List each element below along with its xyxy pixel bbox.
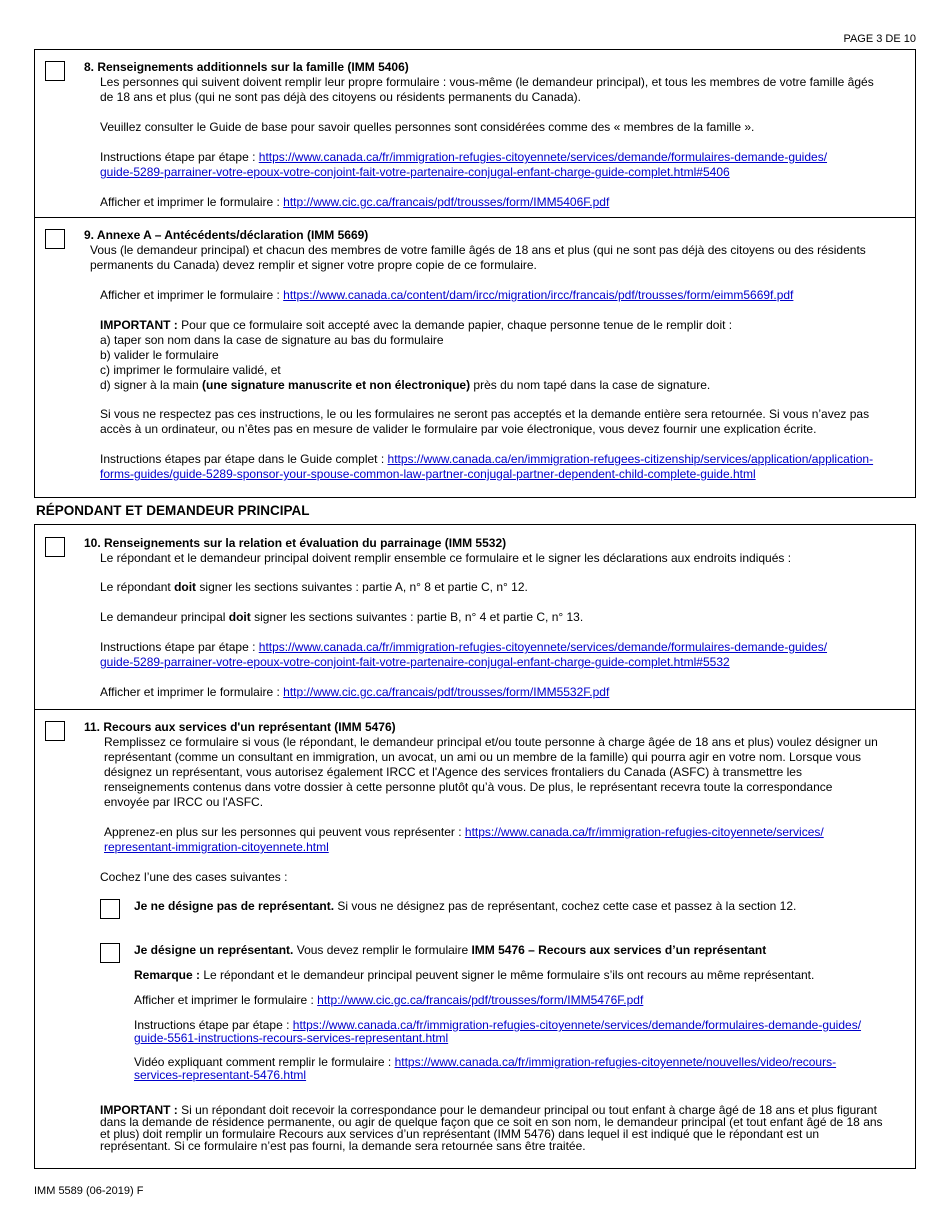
item-9-instructions — [100, 452, 873, 467]
item-11-desc-line4: renseignements contenus dans votre dossier à cette personne plutôt qu’à vous. De plus, le représentant recevra toute la correspondance — [104, 780, 833, 794]
item-10-sponsor-bold: doit — [174, 580, 197, 594]
item-11-learn-more-cont — [104, 840, 329, 855]
item-9-step-d-post: près du nom tapé dans la case de signature. — [470, 378, 711, 392]
item-11-print — [134, 993, 643, 1008]
representative-form-name: IMM 5476 – Recours aux services d’un représentant — [471, 943, 767, 957]
item-10-applicant-bold: doit — [228, 610, 251, 624]
item-9-step-d — [100, 378, 710, 393]
no-representative-option — [134, 899, 796, 914]
item-11-desc-line3: désignez un représentant, vous autorisez également IRCC et l'Agence des services frontaliers du Canada (ASFC) à transmettre les — [104, 765, 802, 779]
item-8-print-link[interactable]: http://www.cic.gc.ca/francais/pdf/trousses/form/IMM5406F.pdf — [283, 195, 610, 209]
item-8-instructions — [100, 150, 827, 165]
item-10-instructions-label: Instructions étape par étape : — [100, 640, 259, 654]
section-header: RÉPONDANT ET DEMANDEUR PRINCIPAL — [36, 503, 310, 518]
item-8-checkbox[interactable] — [45, 61, 65, 81]
item-10-applicant-post: signer les sections suivantes : partie B, n° 4 et partie C, n° 13. — [250, 610, 584, 624]
divider — [34, 709, 916, 710]
form-footer: IMM 5589 (06-2019) F — [34, 1185, 144, 1197]
no-representative-bold: Je ne désigne pas de représentant. — [134, 899, 335, 913]
item-11-desc-line2: représentant (comme un consultant en immigration, un avocat, un ami ou un membre de la famille) qui pourra agir en votre nom. Lorsque vous — [104, 750, 862, 764]
representative-option — [134, 943, 766, 958]
item-11-instructions-label: Instructions étape par étape : — [134, 1018, 293, 1032]
page-number: PAGE 3 DE 10 — [843, 33, 916, 45]
item-11-remark-label: Remarque : — [134, 968, 204, 982]
item-8-instructions-label: Instructions étape par étape : — [100, 150, 259, 164]
item-11-learn-link-2[interactable]: representant-immigration-citoyennete.html — [104, 840, 329, 854]
item-11-remark-text: Le répondant et le demandeur principal peuvent signer le même formulaire s’ils ont recours au même représentant. — [203, 968, 815, 982]
item-10-print-label: Afficher et imprimer le formulaire : — [100, 685, 284, 699]
item-8-guide-note: Veuillez consulter le Guide de base pour savoir quelles personnes sont considérées comme des « membres de la famille ». — [100, 120, 755, 134]
item-10-applicant-sign — [100, 610, 583, 625]
item-9-desc-line2: permanents du Canada) devez remplir et signer votre propre copie de ce formulaire. — [90, 258, 537, 272]
item-10-sponsor-sign — [100, 580, 528, 595]
item-11-video-link-1[interactable]: https://www.canada.ca/fr/immigration-refugies-citoyennete/nouvelles/video/recours- — [394, 1055, 837, 1069]
item-10-checkbox[interactable] — [45, 537, 65, 557]
item-11-checkbox[interactable] — [45, 721, 65, 741]
item-8-instructions-link-1[interactable]: https://www.canada.ca/fr/immigration-refugies-citoyennete/services/demande/formulaires-demande-guides/ — [258, 150, 828, 164]
item-8-desc-line1: Les personnes qui suivent doivent remplir leur propre formulaire : vous-même (le demandeur principal), et tous les membres de votre famille âgés — [100, 75, 874, 89]
item-10-print — [100, 685, 609, 700]
item-9-instructions-label: Instructions étapes par étape dans le Guide complet : — [100, 452, 388, 466]
no-representative-checkbox[interactable] — [100, 899, 120, 919]
item-11-desc-line5: envoyée par IRCC ou l'ASFC. — [104, 795, 264, 809]
item-9-important-text: Pour que ce formulaire soit accepté avec la demande papier, chaque personne tenue de le remplir doit : — [181, 318, 733, 332]
item-10-title: 10. Renseignements sur la relation et évaluation du parrainage (IMM 5532) — [84, 536, 507, 550]
item-9-checkbox[interactable] — [45, 229, 65, 249]
item-9-print-link[interactable]: https://www.canada.ca/content/dam/ircc/migration/ircc/francais/pdf/trousses/form/eimm5669f.pdf — [283, 288, 794, 302]
item-11-learn-more — [104, 825, 824, 840]
item-9-desc-line1: Vous (le demandeur principal) et chacun des membres de votre famille âgés de 18 ans et plus (qui ne sont pas déjà des citoyens ou des résidents — [90, 243, 866, 257]
item-9-step-c: c) imprimer le formulaire validé, et — [100, 363, 281, 377]
item-11-print-label: Afficher et imprimer le formulaire : — [134, 993, 318, 1007]
item-8-desc-line2: de 18 ans et plus (qui ne sont pas déjà des citoyens ou résidents permanents du Canada). — [100, 90, 581, 104]
item-11-video-label: Vidéo expliquant comment remplir le formulaire : — [134, 1055, 395, 1069]
item-11-important-line4: représentant. Si ce formulaire n’est pas fourni, la demande sera retournée sans être traitée. — [100, 1139, 586, 1153]
item-9-instructions-link-1[interactable]: https://www.canada.ca/en/immigration-refugees-citizenship/services/application/application- — [387, 452, 874, 466]
representative-text: Vous devez remplir le formulaire — [293, 943, 472, 957]
item-9-important-label: IMPORTANT : — [100, 318, 182, 332]
item-9-warning-line2: accès à un ordinateur, ou n’êtes pas en mesure de valider le formulaire par voie électronique, vous devez fournir une explication écrite. — [100, 422, 817, 436]
item-8-print-label: Afficher et imprimer le formulaire : — [100, 195, 284, 209]
item-10-instructions — [100, 640, 827, 655]
no-representative-text: Si vous ne désignez pas de représentant, cochez cette case et passez à la section 12. — [334, 899, 797, 913]
item-11-instructions-cont — [134, 1031, 448, 1046]
item-11-print-link[interactable]: http://www.cic.gc.ca/francais/pdf/trousses/form/IMM5476F.pdf — [317, 993, 644, 1007]
item-11-remark — [134, 968, 814, 983]
representative-checkbox[interactable] — [100, 943, 120, 963]
item-11-important-label: IMPORTANT : — [100, 1103, 182, 1117]
item-10-instructions-cont — [100, 655, 730, 670]
item-11-learn-link-1[interactable]: https://www.canada.ca/fr/immigration-refugies-citoyennete/services/ — [464, 825, 824, 839]
item-9-step-d-bold: (une signature manuscrite et non électronique) — [202, 378, 471, 392]
item-9-step-b: b) valider le formulaire — [100, 348, 219, 362]
item-9-instructions-link-2[interactable]: forms-guides/guide-5289-sponsor-your-spouse-common-law-partner-conjugal-partner-dependent-child-complete-guide.html — [100, 467, 756, 481]
item-9-print — [100, 288, 793, 303]
item-8-print — [100, 195, 609, 210]
item-11-desc-line1: Remplissez ce formulaire si vous (le répondant, le demandeur principal et/ou toute personne à charge âgée de 18 ans et plus) voulez désigner un — [104, 735, 878, 749]
item-9-warning-line1: Si vous ne respectez pas ces instructions, le ou les formulaires ne seront pas acceptés et la demande entière sera retournée. Si vous n’avez pas — [100, 407, 870, 421]
item-10-applicant-pre: Le demandeur principal — [100, 610, 229, 624]
item-9-title: 9. Annexe A – Antécédents/déclaration (IMM 5669) — [84, 228, 369, 242]
item-9-step-a: a) taper son nom dans la case de signature au bas du formulaire — [100, 333, 444, 347]
item-11-instructions-link-1[interactable]: https://www.canada.ca/fr/immigration-refugies-citoyennete/services/demande/formulaires-demande-guides/ — [292, 1018, 862, 1032]
item-8-instructions-cont — [100, 165, 730, 180]
item-10-sponsor-post: signer les sections suivantes : partie A, n° 8 et partie C, n° 12. — [196, 580, 528, 594]
item-11-important-line2: dans la demande de résidence permanente, ou agir de quelque façon que ce soit en son nom, le demandeur principal (et tout enfant âgé de 18 ans — [100, 1115, 883, 1129]
item-10-instructions-link-2[interactable]: guide-5289-parrainer-votre-epoux-votre-conjoint-fait-votre-partenaire-conjugal-enfant-charge-guide-complet.html#5532 — [100, 655, 730, 669]
item-11-learn-label: Apprenez-en plus sur les personnes qui peuvent vous représenter : — [104, 825, 465, 839]
item-9-instructions-cont — [100, 467, 756, 482]
item-11-title: 11. Recours aux services d'un représentant (IMM 5476) — [84, 720, 396, 734]
item-11-important-text-1: Si un répondant doit recevoir la correspondance pour le demandeur principal ou tout enfant à charge âgé de 18 ans et plus figurant — [181, 1103, 877, 1117]
item-10-print-link[interactable]: http://www.cic.gc.ca/francais/pdf/trousses/form/IMM5532F.pdf — [283, 685, 610, 699]
item-11-instructions-link-2[interactable]: guide-5561-instructions-recours-services-representant.html — [134, 1031, 449, 1045]
item-11-video-link-2[interactable]: services-representant-5476.html — [134, 1068, 307, 1082]
item-9-print-label: Afficher et imprimer le formulaire : — [100, 288, 284, 302]
item-10-desc: Le répondant et le demandeur principal doivent remplir ensemble ce formulaire et le signer les déclarations aux endroits indiqués : — [100, 551, 792, 565]
item-11-important-line3: et plus) doit remplir un formulaire Recours aux services d’un représentant (IMM 5476) dans lequel il est indiqué que le répondant est un — [100, 1127, 820, 1141]
item-10-sponsor-pre: Le répondant — [100, 580, 175, 594]
item-9-step-d-pre: d) signer à la main — [100, 378, 203, 392]
divider — [34, 217, 916, 218]
item-11-video-cont — [134, 1068, 306, 1083]
representative-bold: Je désigne un représentant. — [134, 943, 294, 957]
item-9-important — [100, 318, 732, 333]
item-11-choose: Cochez l’une des cases suivantes : — [100, 870, 288, 884]
item-8-title: 8. Renseignements additionnels sur la famille (IMM 5406) — [84, 60, 409, 74]
item-8-instructions-link-2[interactable]: guide-5289-parrainer-votre-epoux-votre-conjoint-fait-votre-partenaire-conjugal-enfant-charge-guide-complet.html#5406 — [100, 165, 730, 179]
item-10-instructions-link-1[interactable]: https://www.canada.ca/fr/immigration-refugies-citoyennete/services/demande/formulaires-demande-guides/ — [258, 640, 828, 654]
